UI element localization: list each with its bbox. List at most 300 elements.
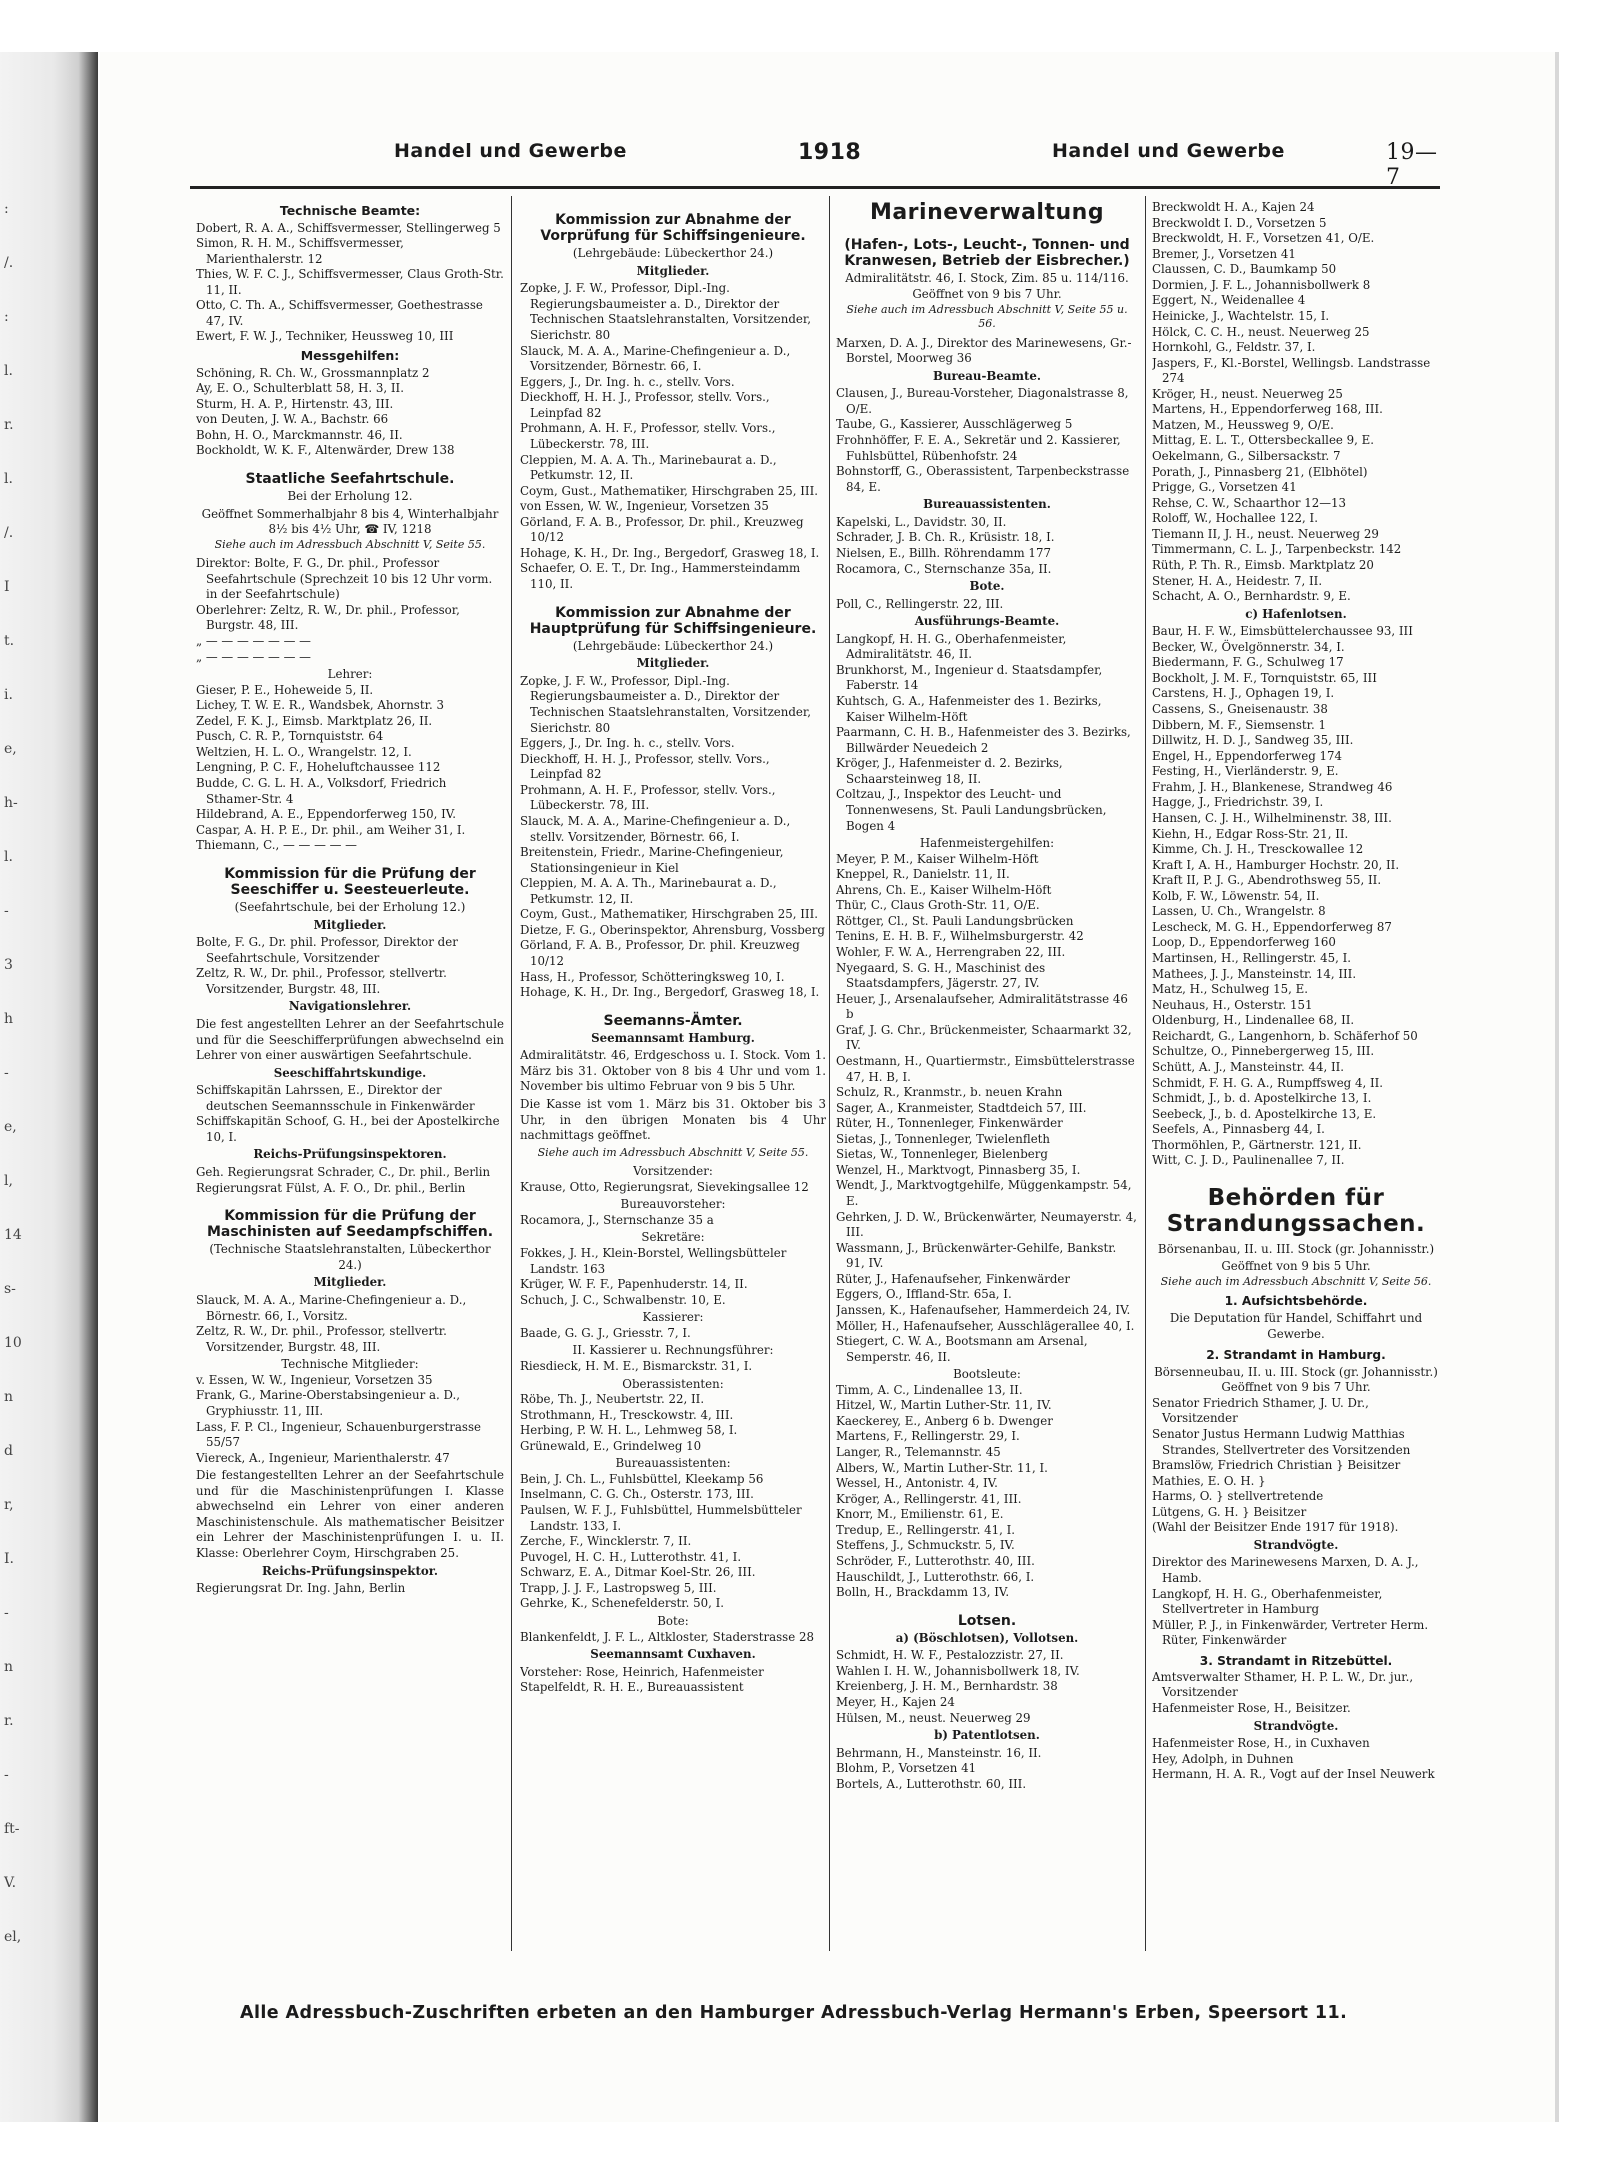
subheading: Ausführungs-Beamte. — [914, 614, 1060, 629]
entry-line: Becker, W., Övelgönnerstr. 34, I. — [1152, 639, 1345, 654]
subheading: b) Patentlotsen. — [934, 1728, 1040, 1743]
entry-line: Harms, O. } stellvertretende — [1152, 1489, 1324, 1504]
edge-fragment: l, — [4, 1173, 13, 1189]
info-line: Bureauassistenten: — [615, 1456, 731, 1471]
edge-fragment: t. — [4, 633, 15, 649]
edge-fragment: i. — [4, 687, 13, 703]
entry-line: Bohnstorff, G., Oberassistent, Tarpenbeckstrasse 84, E. — [836, 464, 1130, 494]
subheading: Bureau-Beamte. — [932, 368, 1042, 383]
entry-line: Thormöhlen, P., Gärtnerstr. 121, II. — [1152, 1137, 1362, 1152]
entry-line: Clausen, J., Bureau-Vorsteher, Diagonalstrasse 8, O/E. — [836, 386, 1129, 416]
info-line: Bote: — [657, 1613, 689, 1628]
entry-line: Albers, W., Martin Luther-Str. 11, I. — [836, 1460, 1048, 1475]
entry-line: Schmidt, H. W. F., Pestalozzistr. 27, II. — [836, 1648, 1064, 1663]
edge-fragment: V. — [4, 1875, 17, 1891]
edge-fragment: - — [4, 1605, 9, 1621]
entry-line: Zeltz, R. W., Dr. phil., Professor, stellvertr. Vorsitzender, Burgstr. 48, III. — [196, 966, 447, 996]
entry-line: Lütgens, G. H. } Beisitzer — [1152, 1504, 1307, 1519]
info-line: Kassierer: — [642, 1310, 704, 1325]
entry-line: Schmidt, J., b. d. Apostelkirche 13, I. — [1152, 1091, 1372, 1106]
info-line: Vorsitzender: — [633, 1164, 713, 1179]
info-line: Hafenmeistergehilfen: — [919, 836, 1055, 851]
subheading: a) (Böschlotsen), Vollotsen. — [895, 1630, 1079, 1645]
entry-line: Direktor: Bolte, F. G., Dr. phil., Professor Seefahrtschule (Sprechzeit 10 bis 12 Uhr vorm. in der Seefahrtschule) — [196, 556, 493, 602]
subheading: 3. Strandamt in Ritzebüttel. — [1199, 1653, 1393, 1668]
entry-line: Paarmann, C. H. B., Hafenmeister des 3. Bezirks, Billwärder Neuedeich 2 — [836, 725, 1131, 755]
entry-line: Matzen, M., Heussweg 9, O/E. — [1152, 417, 1334, 432]
edge-fragment: l. — [4, 849, 13, 865]
entry-line: Heuer, J., Arsenalaufseher, Admiralitätstrasse 46 b — [836, 991, 1128, 1022]
entry-line: Lengning, P. C. F., Hoheluftchaussee 112 — [196, 760, 441, 775]
entry-line: Breitenstein, Friedr., Marine-Chefingenieur, Stationsingenieur in Kiel — [520, 845, 784, 875]
entry-line: Tiemann II, J. H., neust. Neuerweg 29 — [1152, 526, 1379, 541]
entry-line: Kuhtsch, G. A., Hafenmeister des 1. Bezirks, Kaiser Wilhelm-Höft — [836, 694, 1102, 724]
entry-line: Cassens, S., Gneisenaustr. 38 — [1152, 702, 1328, 716]
header-rule — [190, 186, 1440, 189]
edge-fragment: s- — [4, 1281, 16, 1297]
info-line: Sekretäre: — [641, 1230, 705, 1245]
entry-line: Oestmann, H., Quartiermstr., Eimsbüttelerstrasse 47, H. B, I. — [836, 1053, 1135, 1084]
entry-line: Gieser, P. E., Hoheweide 5, II. — [196, 682, 374, 697]
entry-line: Sietas, J., Tonnenleger, Twielenfleth — [836, 1131, 1051, 1146]
entry-line: Poll, C., Rellingerstr. 22, III. — [836, 596, 1004, 611]
info-line: Börsenanbau, II. u. III. Stock (gr. Johannisstr.) — [1157, 1241, 1435, 1256]
entry-line: von Essen, W. W., Ingenieur, Vorsetzen 35 — [520, 499, 769, 514]
entry-line: Sager, A., Kranmeister, Stadtdeich 57, III. — [836, 1100, 1087, 1115]
entry-line: Timmermann, C. L. J., Tarpenbeckstr. 142 — [1152, 542, 1402, 557]
entry-line: Kapelski, L., Davidstr. 30, II. — [836, 514, 1007, 529]
entry-line: Baade, G. G. J., Griesstr. 7, I. — [520, 1325, 691, 1340]
edge-fragment: n — [4, 1389, 14, 1405]
entry-line: Möller, H., Hafenaufseher, Ausschlägerallee 40, I. — [836, 1318, 1135, 1333]
entry-line: Breckwoldt H. A., Kajen 24 — [1152, 200, 1315, 214]
section-heading: Behörden für Strandungssachen. — [1166, 1184, 1426, 1238]
entry-line: Hohage, K. H., Dr. Ing., Bergedorf, Grasweg 18, I. — [520, 985, 820, 1000]
entry-line: Eggers, J., Dr. Ing. h. c., stellv. Vors. — [520, 374, 735, 389]
edge-fragment: e, — [4, 741, 17, 757]
subheading: 1. Aufsichtsbehörde. — [1224, 1294, 1368, 1309]
entry-line: Kraft I, A. H., Hamburger Hochstr. 20, II. — [1152, 857, 1400, 872]
entry-line: Stener, H. A., Heidestr. 7, II. — [1152, 573, 1323, 588]
entry-line: Bockholdt, W. K. F., Altenwärder, Drew 138 — [196, 443, 455, 458]
entry-line: Wessel, H., Antonistr. 4, IV. — [836, 1476, 998, 1491]
entry-line: Frank, G., Marine-Oberstabsingenieur a. D., Gryphiusstr. 11, III. — [196, 1388, 461, 1418]
section-heading: Technische Beamte: — [279, 203, 421, 218]
entry-line: Zerche, F., Wincklerstr. 7, II. — [520, 1534, 692, 1549]
entry-line: Sietas, W., Tonnenleger, Bielenberg — [836, 1147, 1048, 1162]
entry-line: Engel, H., Eppendorferweg 174 — [1152, 748, 1343, 763]
entry-line: Carstens, H. J., Ophagen 19, I. — [1152, 686, 1335, 701]
edge-fragment: : — [4, 309, 9, 325]
entry-line: Röttger, Cl., St. Pauli Landungsbrücken — [836, 913, 1074, 928]
entry-line: Martens, F., Rellingerstr. 29, I. — [836, 1429, 1020, 1444]
edge-fragment: n — [4, 1659, 14, 1675]
entry-line: Jaspers, F., Kl.-Borstel, Wellingsb. Landstrasse 274 — [1152, 355, 1431, 386]
entry-line: Hauschildt, J., Lutterothstr. 66, I. — [836, 1569, 1035, 1584]
entry-line: Sturm, H. A. P., Hirtenstr. 43, III. — [196, 396, 394, 411]
entry-line: Kneppel, R., Danielstr. 11, II. — [836, 867, 1010, 882]
entry-line: Lichey, T. W. E. R., Wandsbek, Ahornstr. 3 — [196, 698, 444, 713]
info-line: (Seefahrtschule, bei der Erholung 12.) — [234, 900, 466, 915]
entry-line: Martinsen, H., Rellingerstr. 45, I. — [1152, 951, 1352, 965]
entry-line: Porath, J., Pinnasberg 21, (Elbhötel) — [1152, 464, 1368, 479]
entry-line: Schultze, O., Pinnebergerweg 15, III. — [1152, 1044, 1375, 1059]
entry-line: Tredup, E., Rellingerstr. 41, I. — [836, 1522, 1016, 1537]
entry-line: Lescheck, M. G. H., Eppendorferweg 87 — [1152, 919, 1392, 934]
entry-line: Gehrken, J. D. W., Brückenwärter, Neumayerstr. 4, III. — [836, 1209, 1137, 1240]
entry-line: Bolte, F. G., Dr. phil. Professor, Direktor der Seefahrtschule, Vorsitzender — [196, 935, 458, 965]
info-line: Bureauvorsteher: — [620, 1197, 726, 1212]
entry-line: Schiffskapitän Lahrssen, E., Direktor der deutschen Seemannsschule in Finkenwärder — [196, 1083, 475, 1113]
info-line: (Lehrgebäude: Lübeckerthor 24.) — [572, 638, 774, 653]
entry-line: Hülsen, M., neust. Neuerweg 29 — [836, 1710, 1031, 1725]
column-divider — [511, 196, 512, 1951]
entry-line: Schacht, A. O., Bernhardstr. 9, E. — [1152, 589, 1351, 604]
entry-line: Graf, J. G. Chr., Brückenmeister, Schaarmarkt 32, IV. — [836, 1022, 1132, 1053]
paragraph: Die fest angestellten Lehrer an der Seefahrtschule und für die Seeschifferprüfungen abwechselnd ein Lehrer von einer auswärtigen Seefahrtschule. — [196, 1016, 504, 1063]
entry-line: Wahlen I. H. W., Johannisbollwerk 18, IV. — [836, 1663, 1080, 1678]
entry-line: Frohnhöffer, F. E. A., Sekretär und 2. Kassierer, Fuhlsbüttel, Rübenhofstr. 24 — [836, 433, 1121, 463]
entry-line: Schütt, A. J., Mansteinstr. 44, II. — [1152, 1059, 1345, 1074]
entry-line: Cleppien, M. A. A. Th., Marinebaurat a. D., Petkumstr. 12, II. — [520, 876, 777, 906]
entry-line: Ahrens, Ch. E., Kaiser Wilhelm-Höft — [836, 882, 1052, 897]
entry-line: Bortels, A., Lutterothstr. 60, III. — [836, 1776, 1027, 1791]
entry-line: Kröger, A., Rellingerstr. 41, III. — [836, 1491, 1022, 1506]
info-line: Technische Mitglieder: — [281, 1357, 419, 1372]
edge-fragment: r. — [4, 417, 14, 433]
section-heading: Lotsen. — [957, 1612, 1017, 1629]
entry-line: Schöning, R. Ch. W., Grossmannplatz 2 — [196, 365, 430, 380]
entry-line: Vorsteher: Rose, Heinrich, Hafenmeister — [520, 1664, 764, 1679]
entry-line: Thies, W. F. C. J., Schiffsvermesser, Claus Groth-Str. 11, II. — [196, 267, 504, 297]
subheading: Strandvögte. — [1253, 1718, 1339, 1733]
entry-line: Wohler, F. W. A., Herrengraben 22, III. — [836, 945, 1066, 960]
section-heading: Marineverwaltung — [869, 200, 1105, 225]
entry-line: Schuch, J. C., Schwalbenstr. 10, E. — [520, 1292, 726, 1307]
entry-line: Claussen, C. D., Baumkamp 50 — [1152, 262, 1337, 277]
section-heading: Kommission für die Prüfung der Seeschiffer u. Seesteuerleute. — [224, 865, 476, 898]
info-line: Geöffnet Sommerhalbjahr 8 bis 4, Winterhalbjahr 8½ bis 4½ Uhr, ☎ IV, 1218 — [201, 506, 499, 537]
paragraph: Die Kasse ist vom 1. März bis 31. Oktober bis 3 Uhr, in den übrigen Monaten bis 4 Uhr nachmittags geöffnet. — [520, 1097, 826, 1143]
edge-fragment: l. — [4, 471, 13, 487]
entry-line: Taube, G., Kassierer, Ausschlägerweg 5 — [836, 417, 1073, 432]
entry-line: Festing, H., Vierländerstr. 9, E. — [1152, 764, 1339, 779]
subheading: Seeschiffahrtskundige. — [273, 1065, 427, 1080]
subheading: Mitglieder. — [313, 917, 387, 932]
entry-line: Steffens, J., Schmuckstr. 5, IV. — [836, 1538, 1015, 1553]
entry-line: Bremer, J., Vorsetzen 41 — [1152, 246, 1296, 261]
entry-line: Dibbern, M. F., Siemsenstr. 1 — [1152, 717, 1327, 732]
entry-line: Dormien, J. F. L., Johannisbollwerk 8 — [1152, 277, 1371, 292]
entry-line: Regierungsrat Dr. Ing. Jahn, Berlin — [196, 1581, 406, 1596]
entry-line: Behrmann, H., Mansteinstr. 16, II. — [836, 1745, 1042, 1760]
entry-line: Prohmann, A. H. F., Professor, stellv. Vors., Lübeckerstr. 78, III. — [520, 421, 776, 451]
entry-line: Rüth, P. Th. R., Eimsb. Marktplatz 20 — [1152, 557, 1374, 572]
entry-line: Langer, R., Telemannstr. 45 — [836, 1445, 1001, 1460]
entry-line: Dobert, R. A. A., Schiffsvermesser, Stellingerweg 5 — [196, 220, 501, 235]
edge-fragment: I — [4, 579, 10, 595]
entry-line: Grünewald, E., Grindelweg 10 — [520, 1438, 702, 1453]
column-4 — [1152, 200, 1440, 1990]
subheading: Seemannsamt Hamburg. — [591, 1030, 755, 1045]
entry-line: Langkopf, H. H. G., Oberhafenmeister, Stellvertreter in Hamburg — [1152, 1586, 1383, 1617]
edge-fragment: 14 — [4, 1227, 22, 1243]
section-heading: (Hafen-, Lots-, Leucht-, Tonnen- und Kranwesen, Betrieb der Eisbrecher.) — [844, 237, 1130, 270]
entry-line: Rüter, J., Hafenaufseher, Finkenwärder — [836, 1271, 1071, 1286]
entry-line: Reichardt, G., Langenhorn, b. Schäferhof 50 — [1152, 1028, 1418, 1043]
entry-line: von Deuten, J. W. A., Bachstr. 66 — [196, 412, 389, 427]
entry-line: Nyegaard, S. G. H., Maschinist des Staatsdampfers, Jägerstr. 27, IV. — [836, 960, 1046, 991]
entry-line: Puvogel, H. C. H., Lutterothstr. 41, I. — [520, 1549, 742, 1564]
entry-line: Bockholt, J. M. F., Tornquiststr. 65, III — [1152, 670, 1377, 685]
entry-line: Görland, F. A. B., Professor, Dr. phil. Kreuzweg 10/12 — [520, 938, 800, 968]
edge-fragment: - — [4, 1767, 9, 1783]
edge-fragment: 10 — [4, 1335, 22, 1351]
entry-line: Trapp, J. J. F., Lastropsweg 5, III. — [520, 1580, 717, 1595]
entry-line: Mathees, J. J., Mansteinstr. 14, III. — [1152, 966, 1357, 981]
entry-line: Lassen, U. Ch., Wrangelstr. 8 — [1152, 904, 1326, 919]
header-left-title: Handel und Gewerbe — [394, 140, 627, 162]
subheading: Reichs-Prüfungsinspektoren. — [253, 1147, 447, 1162]
edge-fragment: r. — [4, 1713, 14, 1729]
reference-note: Siehe auch im Adressbuch Abschnitt V, Seite 56. — [1160, 1274, 1432, 1288]
entry-line: Krüger, W. F. F., Papenhuderstr. 14, II. — [520, 1277, 748, 1292]
entry-line: Hohage, K. H., Dr. Ing., Bergedorf, Grasweg 18, I. — [520, 545, 820, 560]
entry-line: Langkopf, H. H. G., Oberhafenmeister, Admiralitätstr. 46, II. — [836, 631, 1067, 662]
column-divider — [1145, 196, 1146, 1951]
entry-line: Kreienberg, J. H. M., Bernhardstr. 38 — [836, 1679, 1058, 1694]
entry-line: Kimme, Ch. J. H., Tresckowallee 12 — [1152, 842, 1364, 857]
entry-line: Schröder, F., Lutterothstr. 40, III. — [836, 1553, 1035, 1568]
entry-line: Zedel, F. K. J., Eimsb. Marktplatz 26, II. — [196, 713, 433, 728]
edge-fragment: ft- — [4, 1821, 20, 1837]
info-line: Die Deputation für Handel, Schiffahrt und Gewerbe. — [1169, 1311, 1423, 1342]
entry-line: Blankenfeldt, J. F. L., Altkloster, Staderstrasse 28 — [520, 1629, 814, 1644]
edge-fragment: e, — [4, 1119, 17, 1135]
entry-line: Wenzel, H., Marktvogt, Pinnasberg 35, I. — [836, 1162, 1081, 1177]
entry-line: Cleppien, M. A. A. Th., Marinebaurat a. D., Petkumstr. 12, II. — [520, 452, 777, 483]
entry-line: Kolb, F. W., Löwenstr. 54, II. — [1152, 888, 1320, 903]
subheading: Reichs-Prüfungsinspektor. — [261, 1563, 439, 1578]
entry-line: Loop, D., Eppendorferweg 160 — [1152, 935, 1336, 950]
entry-line: Senator Friedrich Sthamer, J. U. Dr., Vorsitzender — [1152, 1395, 1369, 1426]
entry-line: Hagge, J., Friedrichstr. 39, I. — [1152, 795, 1324, 810]
entry-line: Meyer, H., Kajen 24 — [836, 1694, 955, 1709]
entry-line: Coltzau, J., Inspektor des Leucht- und Tonnenwesens, St. Pauli Landungsbrücken, Bogen 4 — [836, 787, 1107, 833]
entry-line: Timm, A. C., Lindenallee 13, II. — [836, 1382, 1023, 1397]
header-year: 1918 — [798, 140, 862, 165]
subheading: c) Hafenlotsen. — [1245, 606, 1347, 621]
entry-line: Ewert, F. W. J., Techniker, Heussweg 10, III — [196, 329, 454, 344]
entry-line: Schaefer, O. E. T., Dr. Ing., Hammersteindamm 110, II. — [520, 561, 801, 591]
entry-line: Slauck, M. A. A., Marine-Chefingenieur a. D., Vorsitzender, Börnestr. 66, I. — [520, 343, 791, 374]
info-line: (Lehrgebäude: Lübeckerthor 24.) — [572, 246, 774, 261]
column-divider — [829, 196, 830, 1951]
entry-line: Witt, C. J. D., Paulinenallee 7, II. — [1152, 1153, 1345, 1168]
entry-line: Direktor des Marinewesens Marxen, D. A. J., Hamb. — [1152, 1555, 1419, 1586]
column-1 — [196, 200, 504, 1990]
section-heading: Staatliche Seefahrtschule. — [245, 470, 455, 487]
entry-line: Hansen, C. J. H., Wilhelminenstr. 38, III. — [1152, 810, 1392, 825]
info-line: II. Kassierer u. Rechnungsführer: — [572, 1343, 774, 1358]
entry-line: Oekelmann, G., Silbersackstr. 7 — [1152, 449, 1341, 463]
entry-line: Slauck, M. A. A., Marine-Chefingenieur a. D., Börnestr. 66, I., Vorsitz. — [196, 1293, 467, 1323]
entry-line: Hey, Adolph, in Duhnen — [1152, 1751, 1294, 1766]
entry-line: v. Essen, W. W., Ingenieur, Vorsetzen 35 — [196, 1372, 433, 1387]
entry-line: Schmidt, F. H. G. A., Rumpffsweg 4, II. — [1152, 1075, 1384, 1090]
entry-line: Hafenmeister Rose, H., Beisitzer. — [1152, 1701, 1351, 1716]
entry-line: Amtsverwalter Sthamer, H. P. L. W., Dr. jur., Vorsitzender — [1152, 1669, 1414, 1700]
entry-line: Zopke, J. F. W., Professor, Dipl.-Ing. Regierungsbaumeister a. D., Direktor der Technischen Staatslehranstalten, Vorsitzender, Sierichstr. 80 — [520, 281, 811, 342]
edge-fragment: I. — [4, 1551, 14, 1567]
entry-line: Dieckhoff, H. H. J., Professor, stellv. Vors., Leinpfad 82 — [520, 751, 770, 782]
entry-line: Blohm, P., Vorsetzen 41 — [836, 1761, 977, 1776]
entry-line: Kaeckerey, E., Anberg 6 b. Dwenger — [836, 1413, 1053, 1428]
edge-fragment: - — [4, 1065, 9, 1081]
subheading: Bote. — [969, 579, 1005, 594]
entry-line: Breckwoldt I. D., Vorsetzen 5 — [1152, 215, 1327, 230]
subheading: Bureauassistenten. — [923, 497, 1051, 512]
entry-line: Prigge, G., Vorsetzen 41 — [1152, 480, 1297, 495]
entry-line: Herbing, P. W. H. L., Lehmweg 58, I. — [520, 1423, 738, 1438]
edge-fragment: h — [4, 1011, 14, 1027]
entry-line: Seebeck, J., b. d. Apostelkirche 13, E. — [1152, 1106, 1377, 1121]
entry-line: Simon, R. H. M., Schiffsvermesser, Marienthalerstr. 12 — [196, 236, 404, 266]
edge-fragment: /. — [4, 525, 14, 541]
entry-line: Thür, C., Claus Groth-Str. 11, O/E. — [836, 898, 1040, 913]
entry-line: Meyer, P. M., Kaiser Wilhelm-Höft — [836, 851, 1039, 866]
entry-line: Kröger, H., neust. Neuerweg 25 — [1152, 386, 1343, 401]
reference-note: Siehe auch im Adressbuch Abschnitt V, Seite 55. — [537, 1145, 809, 1159]
entry-line: Wassmann, J., Brückenwärter-Gehilfe, Bankstr. 91, IV. — [836, 1240, 1117, 1271]
entry-line: Hitzel, W., Martin Luther-Str. 11, IV. — [836, 1398, 1052, 1413]
entry-line: Strothmann, H., Tresckowstr. 4, III. — [520, 1407, 734, 1422]
entry-line: Pusch, C. R. P., Tornquiststr. 64 — [196, 729, 384, 744]
edge-fragment: - — [4, 903, 9, 919]
entry-line: Görland, F. A. B., Professor, Dr. phil., Kreuzweg 10/12 — [520, 514, 804, 545]
section-heading: Kommission für die Prüfung der Maschinisten auf Seedampfschiffen. — [206, 1208, 494, 1241]
entry-line: Neuhaus, H., Osterstr. 151 — [1152, 997, 1313, 1012]
entry-line: Roloff, W., Hochallee 122, I. — [1152, 511, 1318, 526]
entry-line: Mathies, E. O. H. } — [1152, 1473, 1266, 1488]
reference-note: Siehe auch im Adressbuch Abschnitt V, Seite 55. — [214, 537, 486, 551]
entry-line: Seefels, A., Pinnasberg 44, I. — [1152, 1122, 1325, 1137]
page-header — [100, 140, 1440, 190]
info-line: Bei der Erholung 12. — [287, 488, 413, 503]
edge-fragment: : — [4, 201, 9, 217]
section-heading: Messgehilfen: — [300, 348, 400, 363]
entry-line: Coym, Gust., Mathematiker, Hirschgraben 25, III. — [520, 907, 818, 922]
header-right-title: Handel und Gewerbe — [1052, 140, 1285, 162]
edge-fragment: r, — [4, 1497, 14, 1513]
entry-line: Eggert, N., Weidenallee 4 — [1152, 293, 1306, 308]
entry-line: Otto, C. Th. A., Schiffsvermesser, Goethestrasse 47, IV. — [196, 298, 483, 328]
entry-line: Brunkhorst, M., Ingenieur d. Staatsdampfer, Faberstr. 14 — [836, 662, 1103, 693]
entry-line: Hornkohl, G., Feldstr. 37, I. — [1152, 340, 1316, 355]
entry-line: Inselmann, C. G. Ch., Osterstr. 173, III. — [520, 1487, 754, 1502]
info-line: Börsenneubau, II. u. III. Stock (gr. Johannisstr.) Geöffnet von 9 bis 7 Uhr. — [1154, 1364, 1438, 1395]
edge-fragment: /. — [4, 255, 14, 271]
info-line: Oberassistenten: — [622, 1376, 724, 1391]
section-heading: Kommission zur Abnahme der Hauptprüfung für Schiffsingenieure. — [529, 604, 817, 637]
entry-line: Weltzien, H. L. O., Wrangelstr. 12, I. — [196, 744, 412, 759]
entry-line: Viereck, A., Ingenieur, Marienthalerstr. 47 — [196, 1450, 450, 1465]
entry-line: Rehse, C. W., Schaarthor 12—13 — [1152, 495, 1347, 510]
entry-line: Ay, E. O., Schulterblatt 58, H. 3, II. — [196, 381, 404, 396]
entry-line: Bolln, H., Brackdamm 13, IV. — [836, 1585, 1010, 1600]
entry-line: Dieckhoff, H. H. J., Professor, stellv. Vors., Leinpfad 82 — [520, 390, 770, 420]
entry-line: (Wahl der Beisitzer Ende 1917 für 1918). — [1152, 1520, 1399, 1535]
info-line: Bootsleute: — [953, 1367, 1021, 1382]
subheading: Mitglieder. — [313, 1275, 387, 1290]
entry-line: Tenins, E. H. B. F., Wilhelmsburgerstr. 42 — [836, 929, 1084, 944]
entry-line: Eggers, J., Dr. Ing. h. c., stellv. Vors. — [520, 736, 735, 751]
subheading: Seemannsamt Cuxhaven. — [590, 1647, 756, 1662]
entry-line: Rocamora, C., Sternschanze 35a, II. — [836, 561, 1052, 576]
edge-fragment: h- — [4, 795, 18, 811]
entry-line: Rüter, H., Tonnenleger, Finkenwärder — [836, 1116, 1063, 1131]
info-line: Admiralitätstr. 46, I. Stock, Zim. 85 u. 114/116. Geöffnet von 9 bis 7 Uhr. — [845, 271, 1129, 302]
entry-line: Dietze, F. G., Oberinspektor, Ahrensburg, Vossberg — [520, 922, 825, 937]
entry-line: Baur, H. F. W., Eimsbüttelerchaussee 93, III — [1152, 624, 1413, 639]
info-line: Lehrer: — [327, 667, 373, 682]
entry-line: Fokkes, J. H., Klein-Borstel, Wellingsbütteler Landstr. 163 — [520, 1246, 787, 1276]
subheading: Mitglieder. — [636, 656, 710, 671]
entry-line: Hafenmeister Rose, H., in Cuxhaven — [1152, 1736, 1370, 1751]
subheading: Strandvögte. — [1253, 1537, 1339, 1552]
entry-line: Wendt, J., Marktvogtgehilfe, Müggenkampstr. 54, E. — [836, 1178, 1132, 1209]
entry-line: Schwarz, E. A., Ditmar Koel-Str. 26, III. — [520, 1565, 756, 1580]
entry-line: Geh. Regierungsrat Schrader, C., Dr. phil., Berlin — [196, 1165, 491, 1180]
entry-line: Budde, C. G. L. H. A., Volksdorf, Friedrich Sthamer-Str. 4 — [196, 776, 447, 806]
edge-fragment: d — [4, 1443, 13, 1459]
entry-line: „ — — — — — — — — [196, 633, 311, 648]
edge-fragment: 3 — [4, 957, 13, 973]
entry-line: Kröger, J., Hafenmeister d. 2. Bezirks, Schaarsteinweg 18, II. — [836, 756, 1063, 786]
entry-line: Röbe, Th. J., Neubertstr. 22, II. — [520, 1392, 705, 1407]
entry-line: Thiemann, C., — — — — — — [196, 838, 357, 853]
entry-line: Hermann, H. A. R., Vogt auf der Insel Neuwerk — [1152, 1767, 1435, 1782]
entry-line: Rocamora, J., Sternschanze 35 a — [520, 1212, 714, 1227]
entry-line: „ — — — — — — — — [196, 649, 311, 664]
section-heading: Kommission zur Abnahme der Vorprüfung für Schiffsingenieure. — [540, 212, 806, 245]
entry-line: Janssen, K., Hafenaufseher, Hammerdeich 24, IV. — [836, 1302, 1131, 1317]
entry-line: Dillwitz, H. D. J., Sandweg 35, III. — [1152, 733, 1354, 748]
entry-line: Kraft II, P. J. G., Abendrothsweg 55, II. — [1152, 873, 1382, 888]
entry-line: Hildebrand, A. E., Eppendorferweg 150, IV. — [196, 807, 456, 822]
column-2 — [520, 200, 826, 1990]
entry-line: Mittag, E. L. T., Ottersbeckallee 9, E. — [1152, 433, 1375, 448]
info-line: (Technische Staatslehranstalten, Lübeckerthor 24.) — [209, 1242, 491, 1272]
scan-edge — [0, 52, 98, 2122]
entry-line: Nielsen, E., Billh. Röhrendamm 177 — [836, 545, 1051, 560]
entry-line: Caspar, A. H. P. E., Dr. phil., am Weiher 31, I. — [196, 822, 466, 837]
entry-line: Hass, H., Professor, Schötteringksweg 10, I. — [520, 969, 785, 984]
reference-note: Siehe auch im Adressbuch Abschnitt V, Seite 55 u. 56. — [846, 302, 1128, 331]
entry-line: Bein, J. Ch. L., Fuhlsbüttel, Kleekamp 56 — [520, 1471, 764, 1486]
paragraph: Admiralitätstr. 46, Erdgeschoss u. I. Stock. Vom 1. März bis 31. Oktober von 8 bis 4 Uhr und vom 1. November bis ultimo Februar von 9 bis 5 Uhr. — [520, 1048, 826, 1094]
entry-line: Eggers, O., Iffland-Str. 65a, I. — [836, 1287, 1012, 1302]
column-3 — [836, 200, 1138, 1990]
entry-line: Breckwoldt, H. F., Vorsetzen 41, O/E. — [1152, 231, 1375, 246]
entry-line: Schrader, J. B. Ch. R., Krüsistr. 18, I. — [836, 530, 1055, 545]
entry-line: Stiegert, C. W. A., Bootsmann am Arsenal, Semperstr. 46, II. — [836, 1334, 1088, 1364]
entry-line: Müller, P. J., in Finkenwärder, Vertreter Herm. Rüter, Finkenwärder — [1152, 1617, 1429, 1648]
entry-line: Bohn, H. O., Marckmannstr. 46, II. — [196, 427, 403, 442]
entry-line: Oberlehrer: Zeltz, R. W., Dr. phil., Professor, Burgstr. 48, III. — [196, 602, 460, 633]
entry-line: Prohmann, A. H. F., Professor, stellv. Vors., Lübeckerstr. 78, III. — [520, 782, 776, 813]
entry-line: Zopke, J. F. W., Professor, Dipl.-Ing. Regierungsbaumeister a. D., Direktor der Technischen Staatslehranstalten, Vorsitzender, Sierichstr. 80 — [520, 673, 811, 735]
